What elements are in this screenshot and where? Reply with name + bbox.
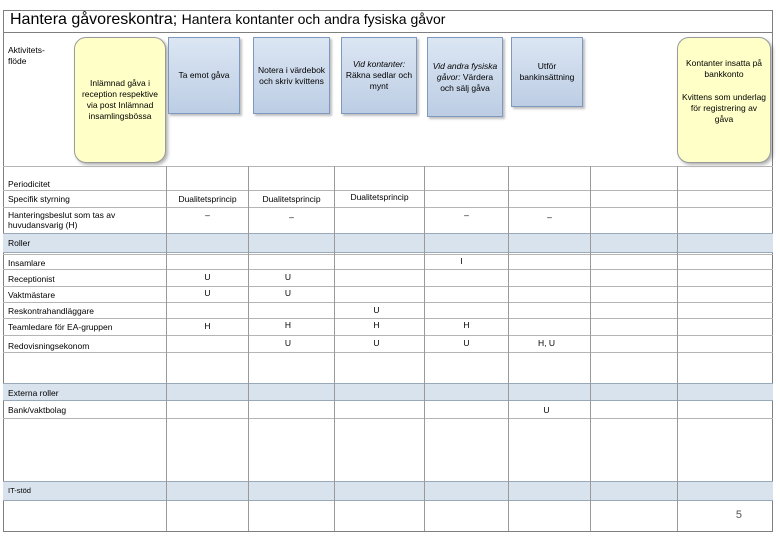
grid-line xyxy=(3,318,773,319)
step-count-prefix: Vid kontanter: xyxy=(352,59,406,69)
cell-reskontra-c4: U xyxy=(373,305,380,315)
grid-line xyxy=(3,335,773,336)
step-count-cash xyxy=(341,37,417,114)
it-support-band xyxy=(3,481,773,501)
row-label-hanteringsbeslut: Hanteringsbeslut som tas av huvudansvarig (H) xyxy=(8,210,116,230)
row-label-periodicitet: Periodicitet xyxy=(8,179,51,189)
roles-band xyxy=(3,233,773,253)
cell-teamledare-c4: H xyxy=(373,320,380,330)
cell-insamlare-c5: I xyxy=(460,256,463,266)
step-deposit-text: Utför bankinsättning xyxy=(519,61,575,82)
grid-line xyxy=(3,352,773,353)
column-divider xyxy=(590,166,591,531)
step-start-text: Inlämnad gåva i reception respektive via post Inlämnad insamlingsbössa xyxy=(81,78,159,121)
grid-line xyxy=(3,286,773,287)
cell-specifik-c2: Dualitetsprincip xyxy=(178,194,237,204)
cell-vaktmastare-c2: U xyxy=(204,288,211,298)
cell-redovisning-c3: U xyxy=(284,338,292,348)
step-value-prefix: Vid andra fysiska gåvor: xyxy=(432,60,498,82)
step-register-text: Notera i värdebok och skriv kvittens xyxy=(257,64,326,86)
title-sub: Hantera kontanter och andra fysiska gåvor xyxy=(181,11,446,27)
page-title xyxy=(10,11,445,29)
cell-redovisning-c6: H, U xyxy=(538,338,555,348)
row-label-specifik-styrning: Specifik styrning xyxy=(8,194,70,204)
row-label-roller: Roller xyxy=(8,238,31,248)
row-label-bank: Bank/vaktbolag xyxy=(8,405,67,415)
column-divider xyxy=(334,166,335,531)
cell-teamledare-c3: H xyxy=(284,320,292,330)
title-main: Hantera gåvoreskontra; xyxy=(10,11,178,28)
step-start xyxy=(74,37,166,163)
cell-redovisning-c4: U xyxy=(373,338,380,348)
row-label-redovisning: Redovisningsekonom xyxy=(8,341,90,351)
grid-line xyxy=(3,418,773,419)
step-register xyxy=(253,37,330,114)
grid-line xyxy=(3,302,773,303)
cell-hantering-c6: – xyxy=(547,212,552,222)
step-count-text: Räkna sedlar och mynt xyxy=(345,70,413,91)
row-label-vaktmastare: Vaktmästare xyxy=(8,290,56,300)
cell-receptionist-c3: U xyxy=(284,272,292,282)
title-divider xyxy=(3,32,773,33)
cell-hantering-c2: – xyxy=(205,210,210,220)
page-number: 5 xyxy=(735,509,742,521)
step-value-sell xyxy=(427,37,503,117)
step-receive-gift xyxy=(168,37,240,114)
row-label-reskontra: Reskontrahandläggare xyxy=(8,306,95,316)
grid-line xyxy=(3,207,773,208)
cell-receptionist-c2: U xyxy=(204,272,211,282)
cell-bank-c6: U xyxy=(543,405,550,415)
row-label-insamlare: Insamlare xyxy=(8,258,46,268)
cell-redovisning-c5: U xyxy=(463,338,470,348)
external-roles-band xyxy=(3,383,773,401)
row-label-receptionist: Receptionist xyxy=(8,274,55,284)
grid-line xyxy=(3,166,773,167)
column-divider xyxy=(677,166,678,531)
row-label-teamledare: Teamledare för EA-gruppen xyxy=(8,322,113,332)
cell-hantering-c5: – xyxy=(464,210,469,220)
step-receive-text: Ta emot gåva xyxy=(178,70,230,80)
step-value-text: Värdera och sälj gåva xyxy=(440,71,494,93)
cell-specifik-c4: Dualitetsprincip xyxy=(350,192,409,202)
cell-teamledare-c2: H xyxy=(204,321,211,331)
step-end-text1: Kontanter insatta på bankkonto xyxy=(685,58,763,79)
cell-specifik-c3: Dualitetsprincip xyxy=(262,194,321,204)
grid-line xyxy=(3,190,773,191)
step-end xyxy=(677,37,771,163)
step-end-text2: Kvittens som underlag för registrering av gåva xyxy=(681,92,767,124)
grid-line xyxy=(3,254,773,255)
row-label-externa-roller: Externa roller xyxy=(8,388,59,398)
activity-flow-label: Aktivitets- flöde xyxy=(8,45,45,66)
row-label-it-stod: IT-stöd xyxy=(8,486,31,495)
column-divider xyxy=(166,166,167,531)
column-divider xyxy=(424,166,425,531)
grid-line xyxy=(3,269,773,270)
step-bank-deposit xyxy=(511,37,583,107)
cell-teamledare-c5: H xyxy=(463,320,470,330)
cell-vaktmastare-c3: U xyxy=(284,288,292,298)
cell-hantering-c3: – xyxy=(289,212,294,222)
